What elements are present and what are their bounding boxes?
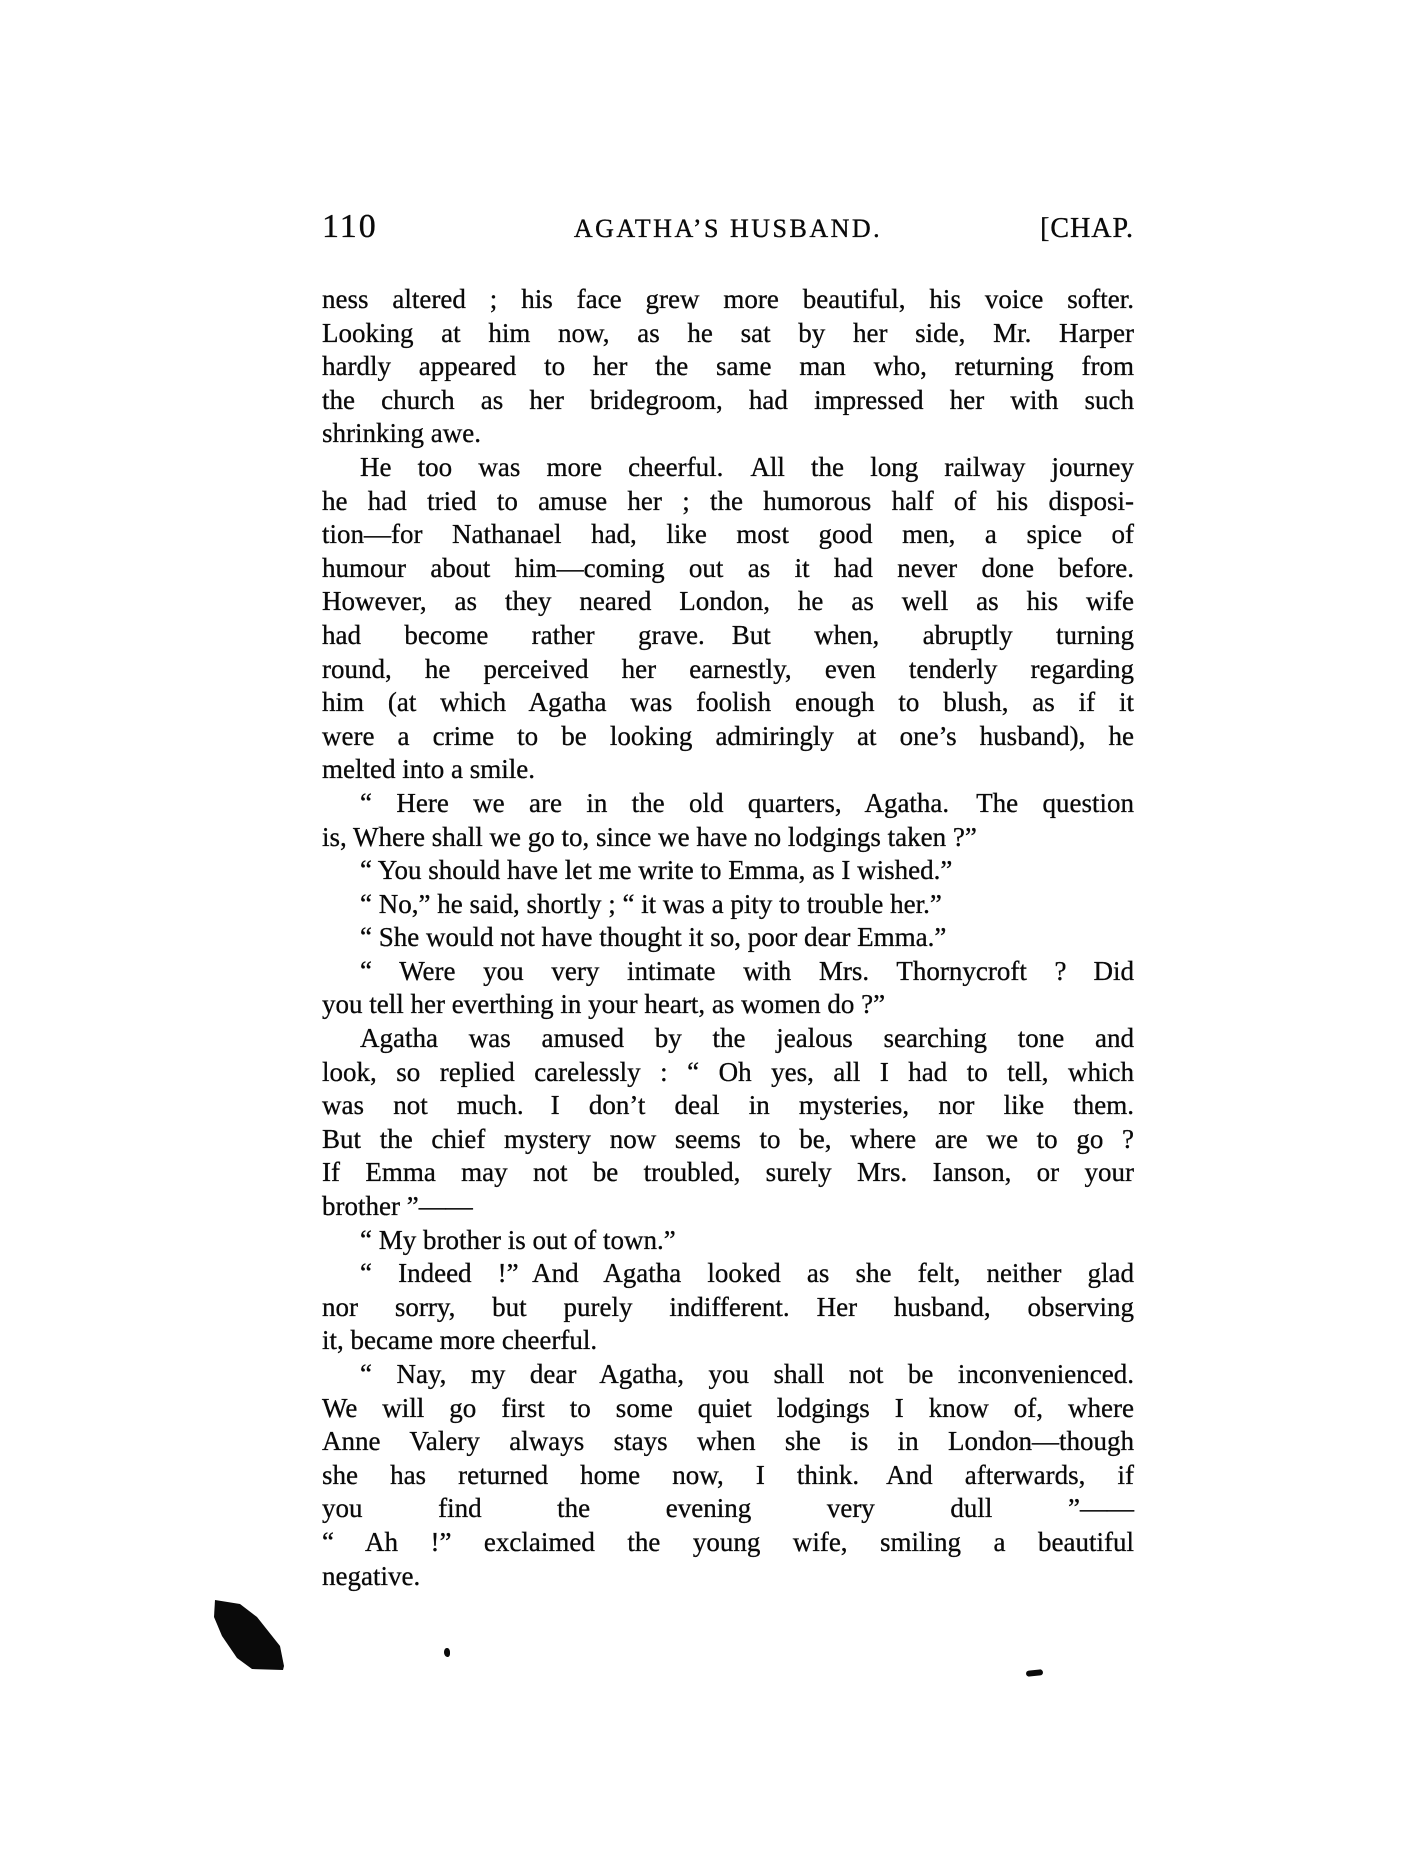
paragraph	[322, 854, 1134, 888]
text-line: it, became more cheerful.	[322, 1325, 598, 1356]
text-line: “ No,” he said, shortly ; “ it was a pity to trouble her.”	[360, 888, 942, 919]
text-line: “ Nay, my dear Agatha, you shall not be inconvenienced.	[360, 1359, 1134, 1389]
running-header	[322, 208, 1134, 246]
ink-blot-mark	[210, 1594, 290, 1674]
text-line: nor sorry, but purely indifferent. Her husband, observing	[322, 1291, 1134, 1322]
text-line: negative.	[322, 1560, 421, 1591]
text-line: “ My brother is out of town.”	[360, 1224, 676, 1255]
text-line: “ Here we are in the old quarters, Agatha. The question	[360, 787, 1134, 818]
text-line: look, so replied carelessly : “ Oh yes, all I had to tell, which	[322, 1056, 1134, 1087]
ink-speck-dot	[444, 1648, 450, 1657]
text-line: But the chief mystery now seems to be, where are we to go ?	[322, 1123, 1134, 1154]
text-line: “ Indeed !” And Agatha looked as she felt, neither glad	[360, 1258, 1134, 1289]
text-line: Looking at him now, as he sat by her side, Mr. Harper	[322, 317, 1134, 348]
text-line: the church as her bridegroom, had impressed her with such	[322, 384, 1134, 415]
text-line: you find the evening very dull ”——	[322, 1493, 1134, 1524]
ink-speck-dash	[1026, 1669, 1044, 1677]
paragraph	[322, 921, 1134, 955]
text-line: round, he perceived her earnestly, even tenderly regarding	[322, 653, 1134, 684]
paragraph	[322, 888, 1134, 922]
text-line: had become rather grave. But when, abruptly turning	[322, 619, 1134, 650]
text-line: Agatha was amused by the jealous searching tone and	[360, 1023, 1134, 1054]
text-line: was not much. I don’t deal in mysteries, nor like them.	[322, 1090, 1134, 1121]
paragraph	[322, 1022, 1134, 1224]
text-line: tion—for Nathanael had, like most good men, a spice of	[322, 519, 1134, 550]
chapter-marker: [CHAP.	[1040, 213, 1134, 244]
text-line: humour about him—coming out as it had never done before.	[322, 552, 1134, 583]
text-line: “ Ah !” exclaimed the young wife, smiling a beautiful	[322, 1526, 1134, 1557]
page-text	[322, 283, 1134, 1593]
text-line: hardly appeared to her the same man who, returning from	[322, 351, 1134, 382]
text-line: brother ”——	[322, 1191, 473, 1222]
running-title: AGATHA’S HUSBAND.	[573, 214, 883, 243]
text-line: were a crime to be looking admiringly at one’s husband), he	[322, 720, 1134, 751]
text-line: “ Were you very intimate with Mrs. Thornycroft ? Did	[360, 955, 1134, 986]
paragraph	[322, 1224, 1134, 1258]
text-line: you tell her everthing in your heart, as women do ?”	[322, 989, 886, 1020]
text-line: However, as they neared London, he as well as his wife	[322, 586, 1134, 617]
paragraph	[322, 283, 1134, 451]
text-line: “ She would not have thought it so, poor dear Emma.”	[360, 922, 947, 953]
paragraph	[322, 955, 1134, 1022]
text-line: he had tried to amuse her ; the humorous half of his disposi-	[322, 485, 1134, 516]
paragraph	[322, 1358, 1134, 1593]
text-line: “ You should have let me write to Emma, as I wished.”	[360, 855, 953, 886]
text-line: is, Where shall we go to, since we have no lodgings taken ?”	[322, 821, 977, 852]
text-line: melted into a smile.	[322, 754, 535, 785]
paragraph	[322, 787, 1134, 854]
text-line: him (at which Agatha was foolish enough to blush, as if it	[322, 687, 1134, 718]
text-line: Anne Valery always stays when she is in London—though	[322, 1426, 1134, 1457]
text-line: If Emma may not be troubled, surely Mrs. Ianson, or your	[322, 1157, 1134, 1188]
text-line: she has returned home now, I think. And afterwards, if	[322, 1459, 1134, 1490]
text-line: shrinking awe.	[322, 418, 481, 449]
text-line: He too was more cheerful. All the long railway journey	[360, 451, 1134, 482]
page-number: 110	[322, 208, 378, 245]
paragraph	[322, 451, 1134, 787]
paragraph	[322, 1257, 1134, 1358]
text-line: ness altered ; his face grew more beautiful, his voice softer.	[322, 284, 1134, 314]
text-line: We will go first to some quiet lodgings I know of, where	[322, 1392, 1134, 1423]
